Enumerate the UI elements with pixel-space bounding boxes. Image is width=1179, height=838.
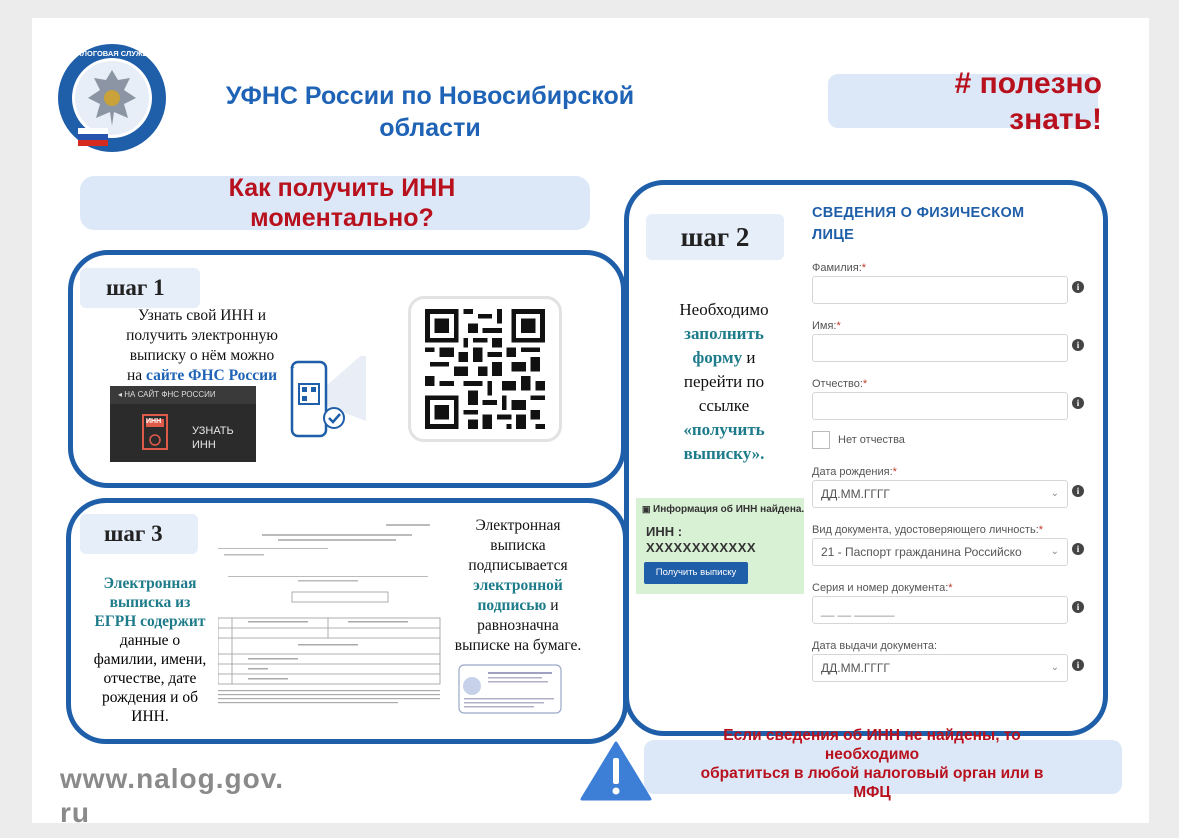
website-url[interactable]: www.nalog.gov. ru xyxy=(60,763,284,823)
birth-date-select[interactable]: ДД.ММ.ГГГГ ⌄ xyxy=(812,480,1068,508)
doc-number-input[interactable]: __ __ ______ xyxy=(812,596,1068,624)
info-icon[interactable]: i xyxy=(1072,543,1084,555)
get-extract-button[interactable]: Получить выписку xyxy=(644,562,748,584)
chevron-down-icon: ⌄ xyxy=(1050,546,1059,557)
doc-number-label: Серия и номер документа:* xyxy=(812,582,953,594)
found-inn-value: XXXXXXXXXXXX xyxy=(646,540,757,555)
step1-label: шаг 1 xyxy=(80,268,200,308)
chevron-down-icon: ⌄ xyxy=(1050,662,1059,673)
step2-text: Необходимо заполнить форму и перейти по ссылке «получить выписку». xyxy=(679,300,769,463)
issue-date-label: Дата выдачи документа: xyxy=(812,640,938,652)
info-icon[interactable]: i xyxy=(1072,339,1084,351)
qr-frame[interactable] xyxy=(408,296,562,442)
form-title: СВЕДЕНИЯ О ФИЗИЧЕСКОМ ЛИЦЕ xyxy=(812,205,1025,243)
e-signature-stamp xyxy=(458,664,562,714)
patronymic-input[interactable] xyxy=(812,392,1068,420)
info-icon[interactable]: i xyxy=(1072,281,1084,293)
useful-hashtag: # полезно знать! xyxy=(954,67,1102,136)
no-patronymic-checkbox[interactable] xyxy=(812,431,830,449)
issue-date-select[interactable]: ДД.ММ.ГГГГ ⌄ xyxy=(812,654,1068,682)
info-icon[interactable]: i xyxy=(1072,397,1084,409)
fns-site-card[interactable] xyxy=(110,386,256,462)
name-label: Имя:* xyxy=(812,320,841,332)
info-icon[interactable]: i xyxy=(1072,485,1084,497)
qr-code-icon xyxy=(423,309,547,429)
surname-label: Фамилия:* xyxy=(812,262,867,274)
no-patronymic-label: Нет отчества xyxy=(838,434,905,446)
fns-site-link[interactable]: сайте ФНС России xyxy=(146,367,278,384)
step3-label: шаг 3 xyxy=(80,514,198,554)
step3-left-text: Электронная выписка из ЕГРН содержит данные о фамилии, имени, отчестве, дате рождения и об ИНН. xyxy=(93,575,207,725)
info-icon[interactable]: i xyxy=(1072,659,1084,671)
info-icon[interactable]: i xyxy=(1072,601,1084,613)
warning-icon xyxy=(580,740,652,802)
step3-right-text: Электронная выписка подписывается электронной подписью и равнозначна выписке на бумаге. xyxy=(454,517,582,654)
card-badge: ИНН xyxy=(146,418,162,425)
inn-found-panel xyxy=(636,498,804,594)
card-label: УЗНАТЬ ИНН xyxy=(192,425,234,451)
warning-text: Если сведения об ИНН не найдены, то необходимо обратиться в любой налоговый орган или в МФЦ xyxy=(700,727,1044,801)
chevron-down-icon: ⌄ xyxy=(1050,488,1059,499)
svg-text:НАЛОГОВАЯ СЛУЖБА: НАЛОГОВАЯ СЛУЖБА xyxy=(70,49,154,58)
birth-date-label: Дата рождения:* xyxy=(812,466,897,478)
step1-text: Узнать свой ИНН и получить электронную выписку о нём можно на сайте ФНС России xyxy=(126,307,278,384)
doc-type-select[interactable]: 21 - Паспорт гражданина Российско ⌄ xyxy=(812,538,1068,566)
headline: Как получить ИНН моментально? xyxy=(228,174,456,232)
step2-label: шаг 2 xyxy=(646,214,784,260)
surname-input[interactable] xyxy=(812,276,1068,304)
doc-type-label: Вид документа, удостоверяющего личность:* xyxy=(812,524,1044,536)
gift-icon: ▣ xyxy=(642,504,654,514)
fns-emblem-icon xyxy=(56,42,168,154)
phone-qr-icon xyxy=(286,356,366,442)
svg-text:+: + xyxy=(290,363,295,372)
card-top-bar: ◂ НА САЙТ ФНС РОССИИ xyxy=(110,386,256,404)
found-title: ▣ Информация об ИНН найдена. xyxy=(642,504,805,515)
patronymic-label: Отчество:* xyxy=(812,378,868,390)
found-inn-label: ИНН : xyxy=(646,524,683,539)
poster xyxy=(32,18,1149,823)
egrn-extract-document xyxy=(218,518,442,714)
name-input[interactable] xyxy=(812,334,1068,362)
org-title: УФНС России по Новосибирской области xyxy=(225,82,635,142)
